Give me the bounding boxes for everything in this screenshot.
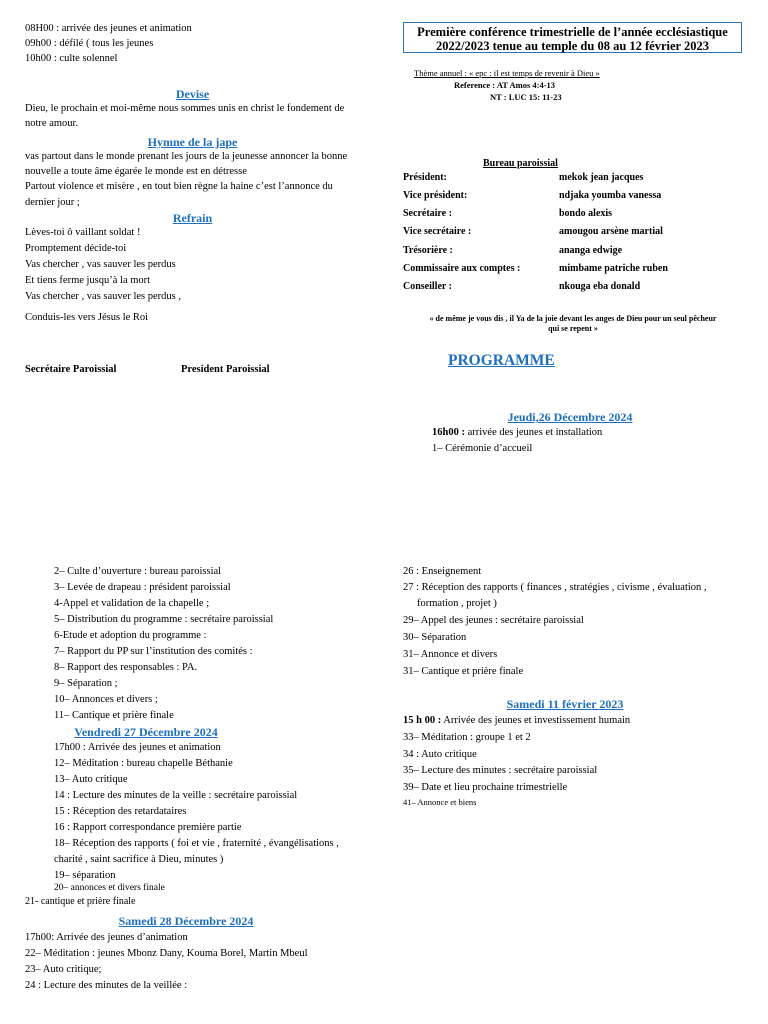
jeudi-time-text: arrivée des jeunes et installation <box>464 427 603 438</box>
samedi-11-time: 15 h 00 : <box>403 715 442 726</box>
refrain-text <box>25 225 181 305</box>
col1-opening <box>25 21 192 67</box>
list-item: 24 : Lecture des minutes de la veillée : <box>25 980 188 991</box>
jeudi-item: 1– Cérémonie d’accueil <box>432 443 533 454</box>
list-item: 27 : Réception des rapports ( finances , stratégies , civisme , évaluation , <box>403 582 707 593</box>
samedi-11-heading: Samedi 11 février 2023 <box>506 697 624 711</box>
conference-title-line2: 2022/2023 tenue au temple du 08 au 12 février 2023 <box>435 39 710 54</box>
list-item: 34 : Auto critique <box>403 748 477 760</box>
jeudi-arrival <box>432 425 602 440</box>
bureau-row <box>403 242 743 260</box>
list-item: 26 : Enseignement <box>403 566 482 577</box>
hymne-heading: Hymne de la jape <box>147 135 238 149</box>
refrain-line: Et tiens ferme jusqu’à la mort <box>25 275 151 286</box>
reference-at: Reference : AT Amos 4:4-13 <box>454 80 556 90</box>
refrain-heading: Refrain <box>172 211 213 225</box>
bible-quote-line2: qui se repent » <box>548 324 598 334</box>
refrain-line: Lèves-toi ô vaillant soldat ! <box>25 227 141 238</box>
bureau-row <box>403 260 743 278</box>
bureau-role: Trésorière : <box>403 244 453 256</box>
bureau-name: ndjaka youmba vanessa <box>559 190 662 202</box>
theme-text: Thème annuel : « epc : il est temps de revenir à Dieu » <box>414 68 600 78</box>
bureau-name: amougou arsène martial <box>559 226 663 238</box>
bureau-role: Président: <box>403 171 447 183</box>
bible-quote <box>403 314 743 335</box>
bureau-row <box>403 278 743 296</box>
reference-nt: NT : LUC 15: 11-23 <box>490 92 562 102</box>
list-item: 35– Lecture des minutes : secrétaire paroissial <box>403 765 598 776</box>
list-item: 29– Appel des jeunes : secrétaire paroissial <box>403 615 584 626</box>
opening-line: 10h00 : culte solennel <box>25 53 118 65</box>
list-item: 4-Appel et validation de la chapelle ; <box>54 598 210 609</box>
bible-quote-line1: « de même je vous dis , il Ya de la joie devant les anges de Dieu pour un seul pêcheur <box>429 314 717 323</box>
list-item: 17h00: Arrivée des jeunes d’animation <box>25 932 188 943</box>
list-item: 30– Séparation <box>403 632 467 643</box>
programme-heading: PROGRAMME <box>448 352 555 369</box>
bureau-role: Conseiller : <box>403 280 452 292</box>
hymne-line: vas partout dans le monde prenant les jours de la jeunesse annoncer la bonne <box>25 151 348 162</box>
devise-line: Dieu, le prochain et moi-même nous sommes unis en christ le fondement de <box>25 103 345 114</box>
list-item: charité , saint sacrifice à Dieu, minutes ) <box>54 854 224 865</box>
list-item: 31– Cantique et prière finale <box>403 666 524 677</box>
list-item: 31– Annonce et divers <box>403 649 498 660</box>
bureau-list <box>403 169 743 296</box>
list-item: 16 : Rapport correspondance première partie <box>54 822 242 833</box>
samedi-11-arrival <box>403 713 630 728</box>
hymne-line: nouvelle a toute âme égarée le monde est en détresse <box>25 166 247 178</box>
bureau-name: ananga edwige <box>559 244 623 256</box>
list-item: 13– Auto critique <box>54 774 128 785</box>
bureau-row <box>403 224 743 242</box>
col2-bottom-list-a <box>403 564 707 680</box>
bureau-heading: Bureau paroissial <box>483 158 558 169</box>
bureau-role: Vice secrétaire : <box>403 226 472 238</box>
bureau-name: nkouga eba donald <box>559 280 641 292</box>
list-item: 11– Cantique et prière finale <box>54 710 174 721</box>
col1-bottom-list-a <box>54 564 273 724</box>
list-item: 5– Distribution du programme : secrétaire paroissial <box>54 614 274 625</box>
bureau-name: bondo alexis <box>559 208 613 220</box>
list-item: 15 : Réception des retardataires <box>54 806 187 817</box>
list-item: 10– Annonces et divers ; <box>54 694 158 705</box>
signature-secretaire: Secrétaire Paroissial <box>25 364 117 375</box>
refrain-line: Promptement décide-toi <box>25 243 127 254</box>
bureau-name: mekok jean jacques <box>559 171 644 183</box>
bureau-row <box>403 205 743 223</box>
list-item: 19– séparation <box>54 870 116 881</box>
list-item: 2– Culte d’ouverture : bureau paroissial <box>54 566 222 577</box>
hymne-line: dernier jour ; <box>25 196 80 208</box>
list-item: 20– annonces et divers finale <box>54 883 165 893</box>
list-item: 22– Méditation : jeunes Mbonz Dany, Kouma Borel, Martin Mbeul <box>25 948 308 959</box>
refrain-line: Vas chercher , vas sauver les perdus , <box>25 291 181 302</box>
list-item: 3– Levée de drapeau : président paroissial <box>54 582 231 593</box>
refrain-last-line: Conduis-les vers Jésus le Roi <box>25 312 149 323</box>
bureau-name: mimbame patriche ruben <box>559 262 668 274</box>
samedi-11-time-text: Arrivée des jeunes et investissement humain <box>441 715 631 726</box>
list-item: 9– Séparation ; <box>54 678 118 689</box>
jeudi-heading: Jeudi,26 Décembre 2024 <box>507 410 633 424</box>
list-item: 17h00 : Arrivée des jeunes et animation <box>54 742 221 753</box>
devise-text <box>25 101 344 131</box>
list-item: 21- cantique et prière finale <box>25 896 136 907</box>
hymne-text <box>25 149 347 210</box>
theme-annuel <box>414 67 600 79</box>
opening-line: 08H00 : arrivée des jeunes et animation <box>25 23 192 34</box>
list-item: 23– Auto critique; <box>25 964 102 975</box>
vendredi-heading: Vendredi 27 Décembre 2024 <box>74 725 218 739</box>
devise-line: notre amour. <box>25 118 79 130</box>
list-item: 18– Réception des rapports ( foi et vie , fraternité , évangélisations , <box>54 838 339 849</box>
list-item: 7– Rapport du PP sur l’institution des comités : <box>54 646 253 657</box>
bureau-row <box>403 169 743 187</box>
list-item: 41– Annonce et biens <box>403 797 477 807</box>
devise-heading: Devise <box>175 87 210 101</box>
jeudi-time: 16h00 : <box>432 427 465 438</box>
col2-bottom-list-b <box>403 730 597 796</box>
opening-line: 09h00 : défilé ( tous les jeunes <box>25 38 154 50</box>
list-item: 14 : Lecture des minutes de la veille : secrétaire paroissial <box>54 790 298 801</box>
list-item: 8– Rapport des responsables : PA. <box>54 662 198 673</box>
conference-title <box>403 22 742 53</box>
list-item: 39– Date et lieu prochaine trimestrielle <box>403 781 568 793</box>
list-item: 33– Méditation : groupe 1 et 2 <box>403 732 531 743</box>
col1-bottom-list-b <box>54 740 339 884</box>
col1-bottom-list-c <box>25 930 307 994</box>
list-item: 12– Méditation : bureau chapelle Béthanie <box>54 758 233 769</box>
bureau-row <box>403 187 743 205</box>
conference-title-line1: Première conférence trimestrielle de l’année ecclésiastique <box>417 25 728 39</box>
hymne-line: Partout violence et misère , en tout bien règne la haine c’est l’annonce du <box>25 181 333 193</box>
list-item: 6-Etude et adoption du programme : <box>54 630 207 641</box>
bureau-role: Vice président: <box>403 190 468 202</box>
signature-president: President Paroissial <box>181 364 270 375</box>
samedi-28-heading: Samedi 28 Décembre 2024 <box>118 914 254 928</box>
bureau-role: Commissaire aux comptes : <box>403 262 521 274</box>
refrain-line: Vas chercher , vas sauver les perdus <box>25 259 176 270</box>
bureau-role: Secrétaire : <box>403 208 452 220</box>
list-item: formation , projet ) <box>417 598 497 609</box>
